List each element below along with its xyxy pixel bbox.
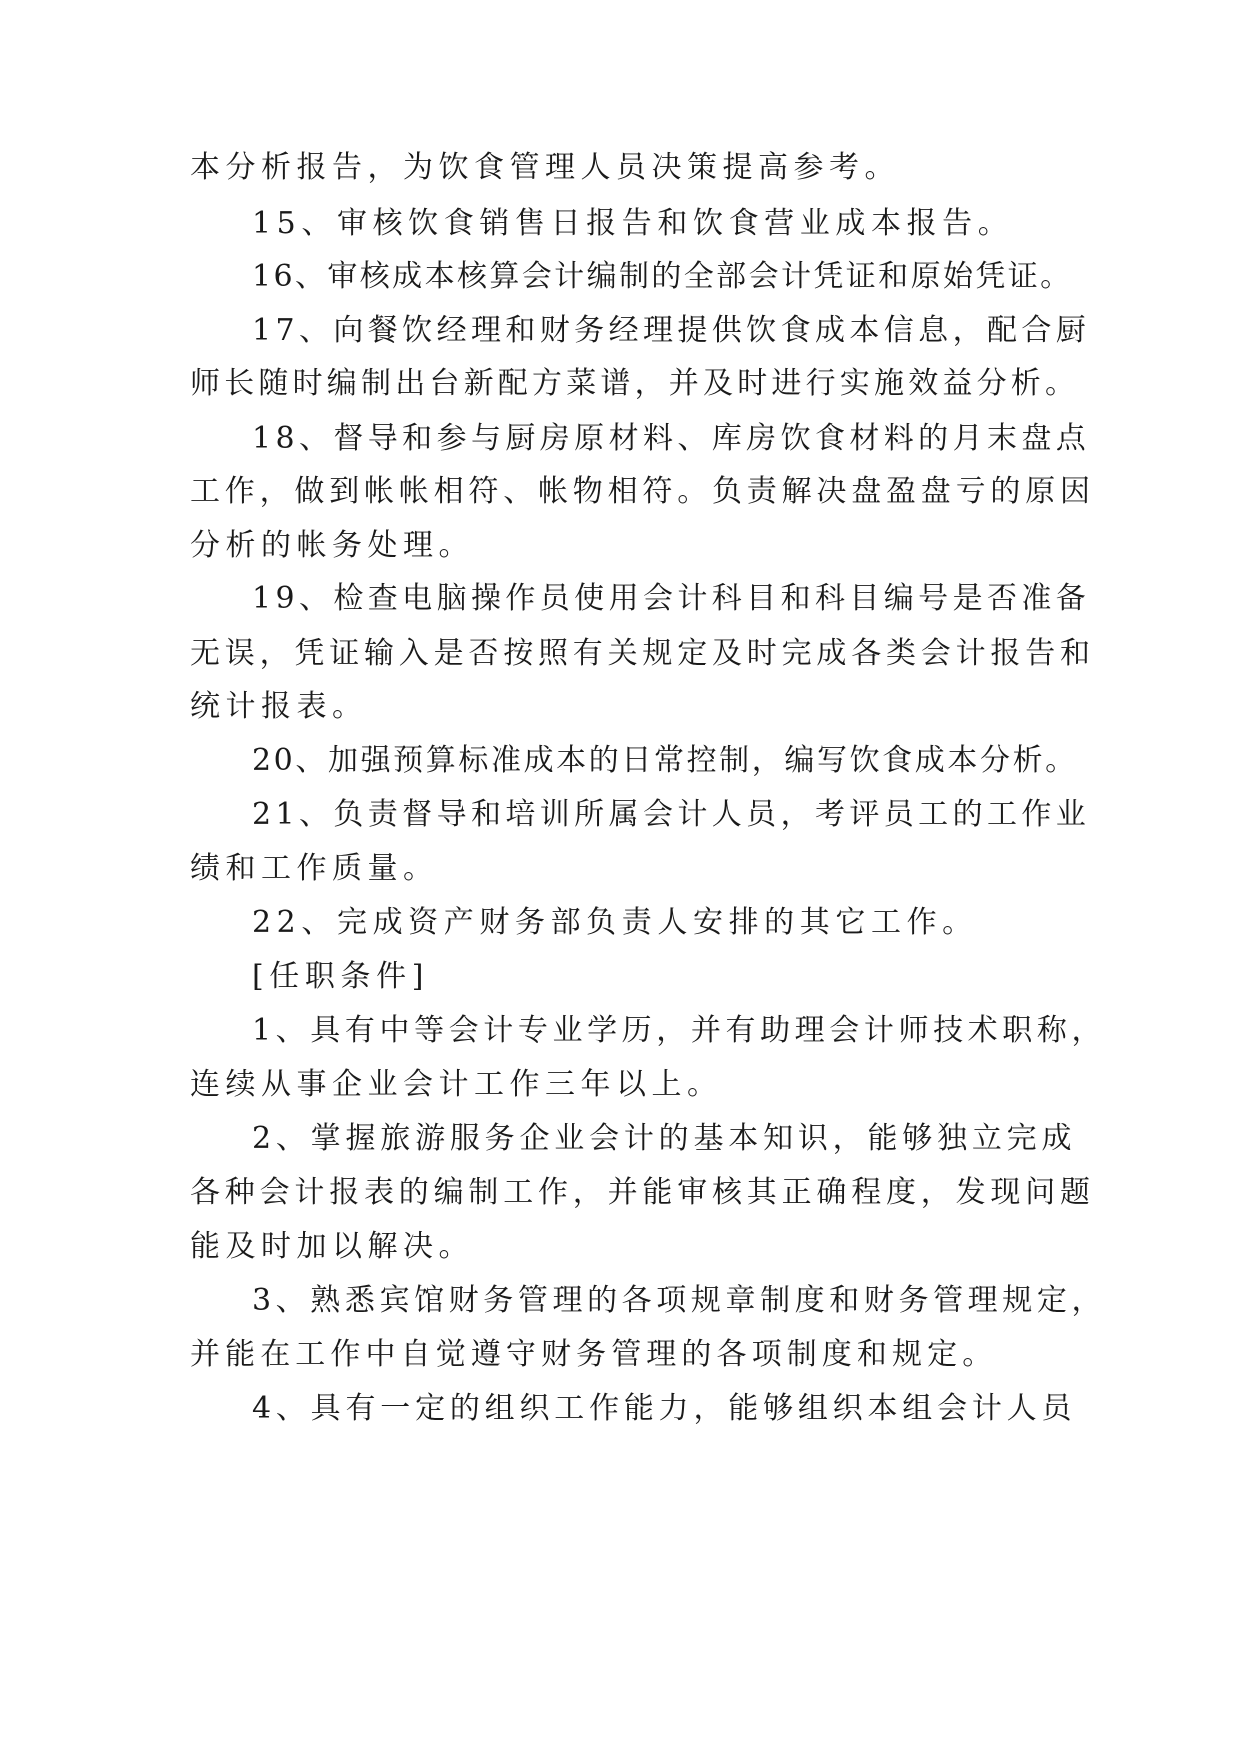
- text-line: 绩和工作质量。: [190, 851, 439, 886]
- text-line: 16、审核成本核算会计编制的全部会计凭证和原始凭证。: [252, 259, 1073, 294]
- text-line: 分析的帐务处理。: [190, 528, 474, 563]
- text-line: 3、熟悉宾馆财务管理的各项规章制度和财务管理规定，: [252, 1283, 1107, 1318]
- text-line: 21、负责督导和培训所属会计人员，考评员工的工作业: [252, 797, 1091, 832]
- text-line: 能及时加以解决。: [190, 1229, 474, 1264]
- text-line: 22、完成资产财务部负责人安排的其它工作。: [252, 905, 978, 940]
- text-line: 工作，做到帐帐相符、帐物相符。负责解决盘盈盘亏的原因: [190, 474, 1095, 509]
- text-line: 无误，凭证输入是否按照有关规定及时完成各类会计报告和: [190, 636, 1095, 671]
- text-line: 17、向餐饮经理和财务经理提供饮食成本信息，配合厨: [252, 313, 1091, 348]
- text-line: 统计报表。: [190, 689, 368, 724]
- text-line: 师长随时编制出台新配方菜谱，并及时进行实施效益分析。: [190, 366, 1080, 401]
- text-line: 20、加强预算标准成本的日常控制，编写饮食成本分析。: [252, 743, 1078, 778]
- text-line: 19、检查电脑操作员使用会计科目和科目编号是否准备: [252, 581, 1091, 616]
- text-line: 15、审核饮食销售日报告和饮食营业成本报告。: [252, 206, 1014, 241]
- section-heading: [任职条件]: [252, 959, 430, 994]
- text-line: 并能在工作中自觉遵守财务管理的各项制度和规定。: [190, 1337, 998, 1372]
- text-line: 4、具有一定的组织工作能力，能够组织本组会计人员: [252, 1391, 1077, 1426]
- text-line: 连续从事企业会计工作三年以上。: [190, 1067, 723, 1102]
- text-line: 各种会计报表的编制工作，并能审核其正确程度，发现问题: [190, 1175, 1095, 1210]
- text-line: 1、具有中等会计专业学历，并有助理会计师技术职称，: [252, 1013, 1107, 1048]
- text-line: 18、督导和参与厨房原材料、库房饮食材料的月末盘点: [252, 421, 1091, 456]
- text-line: 2、掌握旅游服务企业会计的基本知识，能够独立完成: [252, 1121, 1077, 1156]
- text-line: 本分析报告，为饮食管理人员决策提高参考。: [190, 150, 900, 185]
